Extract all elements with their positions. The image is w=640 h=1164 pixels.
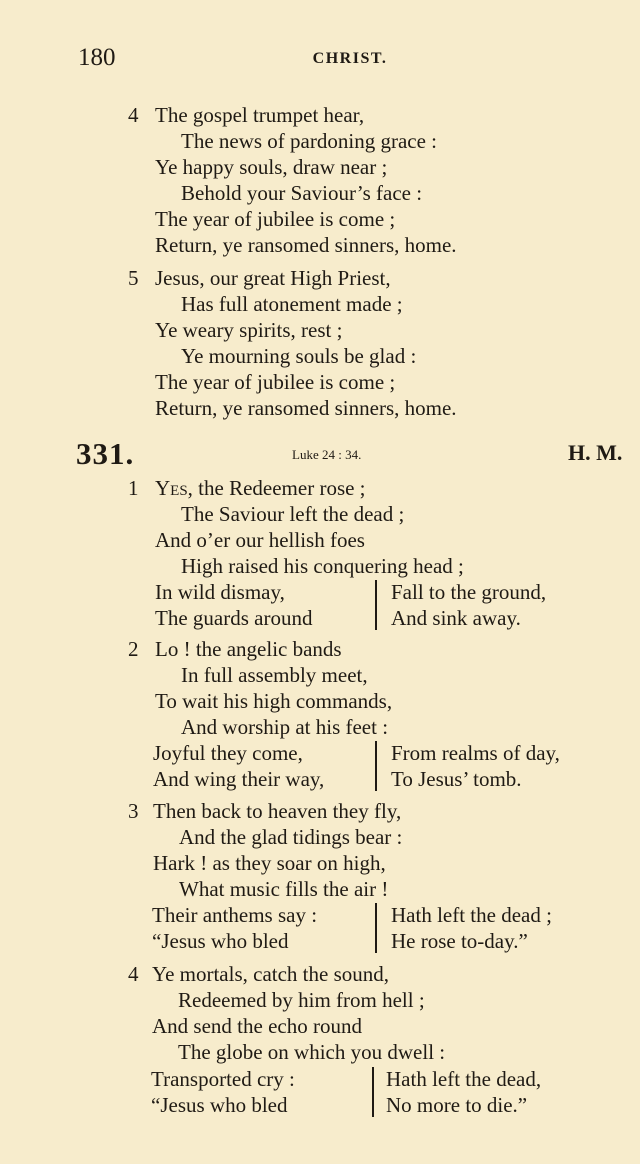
page-number: 180 <box>78 44 116 71</box>
verse-line: Redeemed by him from hell ; <box>178 988 425 1012</box>
chorus-left-line: And wing their way, <box>153 767 325 791</box>
running-title: CHRIST. <box>312 50 388 67</box>
chorus-right-line: Hath left the dead ; <box>391 903 552 927</box>
verse-number: 4 <box>128 962 139 986</box>
verse-number: 3 <box>128 799 139 823</box>
verse-line: In full assembly meet, <box>181 663 368 687</box>
verse-line: Behold your Saviour’s face : <box>181 181 423 205</box>
verse-line: The news of pardoning grace : <box>181 129 437 153</box>
verse-line: The year of jubilee is come ; <box>155 207 396 231</box>
verse-line: Ye mortals, catch the sound, <box>152 962 389 986</box>
chorus-left-line: “Jesus who bled <box>151 1093 288 1117</box>
verse-line: Ye mourning souls be glad : <box>181 344 417 368</box>
verse-line: The globe on which you dwell : <box>178 1040 446 1064</box>
chorus-divider <box>375 741 377 791</box>
verse-line: The year of jubilee is come ; <box>155 370 396 394</box>
chorus-left-line: The guards around <box>155 606 313 630</box>
chorus-right-line: No more to die.” <box>386 1093 528 1117</box>
verse-line: Return, ye ransomed sinners, home. <box>155 233 457 257</box>
chorus-right-line: To Jesus’ tomb. <box>391 767 522 791</box>
scripture-reference: Luke 24 : 34. <box>292 447 362 462</box>
hymn-meter: H. M. <box>568 440 623 465</box>
chorus-right-line: Fall to the ground, <box>391 580 547 604</box>
verse-line: To wait his high commands, <box>155 689 393 713</box>
verse-line: And o’er our hellish foes <box>155 528 365 552</box>
chorus-right-line: From realms of day, <box>391 741 560 765</box>
verse-number: 1 <box>128 476 139 500</box>
verse-line: And worship at his feet : <box>181 715 389 739</box>
chorus-right-line: And sink away. <box>391 606 521 630</box>
verse-line <box>155 476 366 500</box>
verse-line: What music fills the air ! <box>179 877 389 901</box>
verse-first-word: Yes, <box>155 476 193 500</box>
verse-line: The gospel trumpet hear, <box>155 103 365 127</box>
verse-line: Lo ! the angelic bands <box>155 637 342 661</box>
verse-line: The Saviour left the dead ; <box>181 502 405 526</box>
chorus-left-line: In wild dismay, <box>155 580 285 604</box>
verse-line: Jesus, our great High Priest, <box>155 266 391 290</box>
verse-line: Ye weary spirits, rest ; <box>155 318 343 342</box>
verse-number: 5 <box>128 266 139 290</box>
verse-first-rest: the Redeemer rose ; <box>192 476 366 500</box>
verse-line: Hark ! as they soar on high, <box>153 851 386 875</box>
chorus-right-line: He rose to-day.” <box>391 929 528 953</box>
chorus-divider <box>375 580 377 630</box>
chorus-left-line: Their anthems say : <box>152 903 318 927</box>
chorus-left-line: Transported cry : <box>151 1067 295 1091</box>
chorus-left-line: “Jesus who bled <box>152 929 289 953</box>
chorus-divider <box>372 1067 374 1117</box>
verse-number: 4 <box>128 103 139 127</box>
verse-line: High raised his conquering head ; <box>181 554 464 578</box>
verse-number: 2 <box>128 637 139 661</box>
verse-line: And the glad tidings bear : <box>179 825 403 849</box>
verse-line: Return, ye ransomed sinners, home. <box>155 396 457 420</box>
verse-line: And send the echo round <box>152 1014 362 1038</box>
verse-line: Then back to heaven they fly, <box>153 799 402 823</box>
hymn-number: 331. <box>76 436 135 471</box>
chorus-divider <box>375 903 377 953</box>
chorus-right-line: Hath left the dead, <box>386 1067 542 1091</box>
verse-line: Ye happy souls, draw near ; <box>155 155 388 179</box>
chorus-left-line: Joyful they come, <box>153 741 303 765</box>
verse-line: Has full atonement made ; <box>181 292 403 316</box>
